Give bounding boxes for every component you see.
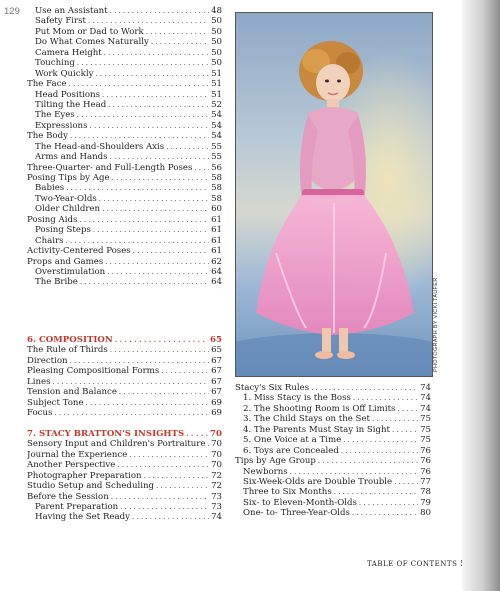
toc-entry xyxy=(235,477,431,487)
toc-entry-label: Activity-Centered Poses xyxy=(27,246,131,257)
toc-entry xyxy=(235,404,431,414)
toc-leader-dots xyxy=(186,429,208,439)
footer-label: TABLE OF CONTENTS xyxy=(367,560,458,568)
toc-leader-dots xyxy=(194,163,209,173)
toc-entry-label: Overstimulation xyxy=(35,266,106,277)
toc-entry xyxy=(27,377,222,387)
page-edge-shadow xyxy=(462,0,500,591)
toc-leader-dots xyxy=(343,435,418,445)
toc-entry-label: Three-Quarter- and Full-Length Poses xyxy=(27,162,193,173)
toc-entry-label: 7. STACY BRATTON'S INSIGHTS xyxy=(27,428,185,439)
toc-entry-page: 50 xyxy=(211,26,222,37)
toc-entry-label: Babies xyxy=(35,183,65,194)
toc-entry-label: Two-Year-Olds xyxy=(35,193,97,204)
toc-entry-label: Stacy's Six Rules xyxy=(235,383,310,393)
toc-entry-label: Work Quickly xyxy=(35,68,94,79)
toc-column-right xyxy=(235,383,431,519)
toc-entry-label: Studio Setup and Scheduling xyxy=(27,481,155,492)
toc-entry-page: 65 xyxy=(210,335,222,345)
toc-entry-page: 65 xyxy=(211,345,222,356)
toc-entry-label: Before the Session xyxy=(27,491,109,502)
toc-entry xyxy=(27,58,222,68)
toc-entry-page: 74 xyxy=(211,512,222,523)
toc-entry-page: 67 xyxy=(211,366,222,377)
toc-entry-page: 74 xyxy=(420,393,431,404)
toc-leader-dots xyxy=(110,6,209,16)
toc-entry xyxy=(27,512,222,522)
toc-entry xyxy=(235,498,431,508)
toc-leader-dots xyxy=(133,246,209,256)
toc-entry-page: 70 xyxy=(211,449,222,460)
toc-leader-dots xyxy=(151,37,209,47)
toc-entry xyxy=(235,467,431,477)
toc-entry xyxy=(27,267,222,277)
toc-entry-label: Posing Steps xyxy=(35,225,91,236)
toc-entry xyxy=(27,183,222,193)
toc-entry-page: 77 xyxy=(420,476,431,487)
toc-leader-dots xyxy=(115,335,208,345)
toc-entry-page: 75 xyxy=(420,414,431,425)
toc-entry-page: 58 xyxy=(211,173,222,183)
toc-leader-dots xyxy=(95,69,209,79)
toc-entry-label: Tension and Balance xyxy=(27,387,117,398)
toc-entry xyxy=(27,356,222,366)
toc-entry xyxy=(27,398,222,408)
toc-chapter-heading xyxy=(27,429,222,439)
toc-entry-page: 62 xyxy=(211,256,222,267)
toc-column-left-bottom xyxy=(27,335,222,523)
toc-entry xyxy=(27,27,222,37)
toc-entry xyxy=(27,366,222,376)
toc-entry xyxy=(235,508,431,518)
toc-entry-label: Six- to Eleven-Month-Olds xyxy=(243,497,357,508)
toc-entry xyxy=(27,48,222,58)
toc-entry-label: 1. Miss Stacy is the Boss xyxy=(243,393,351,404)
toc-entry xyxy=(27,173,222,183)
toc-leader-dots xyxy=(80,277,209,287)
toc-entry-page: 74 xyxy=(420,403,431,414)
toc-leader-dots xyxy=(77,110,209,120)
toc-leader-dots xyxy=(54,408,209,418)
toc-entry-page: 73 xyxy=(211,502,222,512)
toc-entry-label: The Head-and-Shoulders Axis xyxy=(35,141,165,152)
toc-leader-dots xyxy=(166,142,209,152)
toc-entry xyxy=(27,345,222,355)
toc-entry-label: Safety First xyxy=(35,16,87,27)
toc-leader-dots xyxy=(99,194,209,204)
toc-leader-dots xyxy=(70,131,209,141)
toc-entry-page: 64 xyxy=(211,266,222,277)
toc-leader-dots xyxy=(66,183,209,193)
toc-entry xyxy=(27,37,222,47)
toc-entry-label: Three to Six Months xyxy=(243,487,332,498)
toc-entry-label: The Body xyxy=(27,131,68,142)
toc-leader-dots xyxy=(311,383,418,393)
toc-entry-label: Posing Tips by Age xyxy=(27,173,110,183)
toc-entry-page: 78 xyxy=(420,487,431,498)
toc-entry xyxy=(27,131,222,141)
toc-entry-page: 70 xyxy=(211,460,222,471)
toc-entry xyxy=(27,492,222,502)
toc-entry-label: Lines xyxy=(27,376,51,387)
toc-entry-label: Photographer Preparation xyxy=(27,470,142,481)
toc-entry-page: 61 xyxy=(211,246,222,257)
toc-entry-page: 72 xyxy=(211,481,222,492)
toc-leader-dots xyxy=(111,492,209,502)
toc-entry xyxy=(27,481,222,491)
toc-leader-dots xyxy=(88,16,209,26)
toc-leader-dots xyxy=(77,58,209,68)
toc-entry xyxy=(27,204,222,214)
toc-leader-dots xyxy=(318,456,418,466)
toc-entry xyxy=(27,152,222,162)
toc-entry-page: 69 xyxy=(211,408,222,419)
toc-leader-dots xyxy=(290,467,418,477)
toc-entry xyxy=(27,236,222,246)
toc-leader-dots xyxy=(397,404,418,414)
toc-entry-page: 50 xyxy=(211,58,222,69)
toc-entry-label: Subject Tone xyxy=(27,397,84,408)
toc-entry-page: 52 xyxy=(211,99,222,110)
toc-entry xyxy=(235,425,431,435)
toc-entry-label: The Eyes xyxy=(35,110,75,121)
toc-entry-page: 70 xyxy=(211,439,222,450)
toc-entry xyxy=(27,194,222,204)
toc-entry xyxy=(27,439,222,449)
toc-entry-label: The Face xyxy=(27,79,67,90)
toc-entry xyxy=(235,383,431,393)
toc-entry xyxy=(27,69,222,79)
page-number: 129 xyxy=(4,6,20,17)
toc-entry-page: 73 xyxy=(211,491,222,502)
toc-leader-dots xyxy=(108,100,209,110)
toc-entry-page: 61 xyxy=(211,225,222,236)
toc-entry xyxy=(235,446,431,456)
toc-entry-label: Parent Preparation xyxy=(35,502,119,512)
toc-entry xyxy=(27,257,222,267)
toc-entry-label: Touching xyxy=(35,58,75,69)
toc-chapter-heading xyxy=(27,335,222,345)
toc-entry-page: 51 xyxy=(211,89,222,100)
toc-entry-page: 50 xyxy=(211,16,222,27)
toc-entry xyxy=(27,277,222,287)
toc-entry xyxy=(27,110,222,120)
toc-entry-label: Older Children xyxy=(35,204,101,215)
toc-leader-dots xyxy=(129,450,209,460)
toc-entry-page: 70 xyxy=(210,428,222,439)
toc-leader-dots xyxy=(66,236,210,246)
toc-entry-label: 2. The Shooting Room is Off Limits xyxy=(243,403,396,414)
toc-leader-dots xyxy=(334,487,418,497)
toc-leader-dots xyxy=(90,121,210,131)
toc-leader-dots xyxy=(372,414,418,424)
toc-entry-page: 74 xyxy=(420,383,431,393)
page-footer xyxy=(367,559,466,569)
toc-entry-label: 4. The Parents Must Stay in Sight xyxy=(243,424,390,435)
toc-leader-dots xyxy=(102,90,209,100)
toc-entry xyxy=(235,435,431,445)
toc-entry xyxy=(27,163,222,173)
toc-entry-page: 55 xyxy=(211,152,222,163)
toc-entry-page: 67 xyxy=(211,387,222,398)
toc-entry-label: Use an Assistant xyxy=(35,6,108,16)
toc-column-left xyxy=(27,6,222,288)
toc-entry-label: Do What Comes Naturally xyxy=(35,37,149,48)
toc-leader-dots xyxy=(79,215,209,225)
toc-entry-label: Chairs xyxy=(35,235,64,246)
toc-entry-label: Sensory Input and Children's Portraiture xyxy=(27,439,206,450)
toc-entry-label: Journal the Experience xyxy=(27,449,128,460)
toc-entry xyxy=(27,121,222,131)
photo-girl-in-tutu xyxy=(236,13,432,376)
toc-entry-label: 5. One Voice at a Time xyxy=(243,435,342,446)
toc-leader-dots xyxy=(394,477,418,487)
toc-leader-dots xyxy=(352,508,418,518)
toc-entry-label: 6. Toys are Concealed xyxy=(243,445,339,456)
toc-leader-dots xyxy=(353,393,418,403)
toc-leader-dots xyxy=(69,79,210,89)
toc-entry-label: 6. COMPOSITION xyxy=(27,335,113,345)
toc-entry-page: 58 xyxy=(211,183,222,194)
toc-entry-label: Having the Set Ready xyxy=(35,512,130,523)
toc-entry-label: Tips by Age Group xyxy=(235,456,316,467)
toc-leader-dots xyxy=(107,267,209,277)
toc-entry-label: Pleasing Compositional Forms xyxy=(27,366,160,377)
toc-entry-label: Posing Aids xyxy=(27,214,78,225)
toc-leader-dots xyxy=(70,356,210,366)
toc-entry-page: 72 xyxy=(211,470,222,481)
toc-entry-label: Newborns xyxy=(243,466,288,477)
toc-leader-dots xyxy=(53,377,210,387)
toc-leader-dots xyxy=(156,481,209,491)
toc-entry-page: 64 xyxy=(211,277,222,288)
toc-entry-page: 51 xyxy=(211,79,222,90)
toc-leader-dots xyxy=(102,204,209,214)
toc-leader-dots xyxy=(161,366,209,376)
toc-leader-dots xyxy=(144,471,210,481)
toc-leader-dots xyxy=(105,257,209,267)
toc-leader-dots xyxy=(119,387,209,397)
toc-entry-page: 61 xyxy=(211,214,222,225)
toc-entry-label: Another Perspective xyxy=(27,460,116,471)
toc-entry xyxy=(235,487,431,497)
toc-entry-label: Focus xyxy=(27,408,53,419)
toc-entry-page: 60 xyxy=(211,204,222,215)
toc-entry-page: 75 xyxy=(420,435,431,446)
toc-entry-page: 54 xyxy=(211,131,222,142)
toc-entry-label: Direction xyxy=(27,355,68,366)
toc-entry-page: 69 xyxy=(211,397,222,408)
cover-photograph xyxy=(235,12,433,377)
toc-entry-page: 50 xyxy=(211,37,222,48)
toc-leader-dots xyxy=(120,502,209,512)
toc-entry-page: 48 xyxy=(211,6,222,16)
toc-leader-dots xyxy=(93,225,209,235)
toc-leader-dots xyxy=(359,498,418,508)
toc-entry xyxy=(235,414,431,424)
toc-entry xyxy=(27,471,222,481)
toc-leader-dots xyxy=(392,425,418,435)
toc-entry xyxy=(27,6,222,16)
toc-entry-page: 67 xyxy=(211,376,222,387)
toc-entry-page: 54 xyxy=(211,120,222,131)
toc-entry-page: 67 xyxy=(211,355,222,366)
toc-leader-dots xyxy=(208,439,210,449)
toc-entry-page: 58 xyxy=(211,193,222,204)
toc-entry xyxy=(27,16,222,26)
toc-entry-label: Props and Games xyxy=(27,256,104,267)
toc-entry xyxy=(27,100,222,110)
toc-entry xyxy=(235,456,431,466)
toc-entry xyxy=(27,79,222,89)
toc-leader-dots xyxy=(110,345,209,355)
toc-entry-label: Expressions xyxy=(35,120,88,131)
toc-leader-dots xyxy=(117,460,209,470)
toc-entry-page: 51 xyxy=(211,68,222,79)
toc-entry-label: The Rule of Thirds xyxy=(27,345,108,356)
toc-leader-dots xyxy=(146,27,209,37)
toc-entry-label: Tilting the Head xyxy=(35,99,107,110)
toc-entry-label: Camera Height xyxy=(35,47,102,58)
toc-leader-dots xyxy=(104,48,209,58)
toc-entry-page: 50 xyxy=(211,47,222,58)
toc-leader-dots xyxy=(132,512,209,522)
toc-entry xyxy=(27,408,222,418)
toc-leader-dots xyxy=(110,152,210,162)
toc-entry-page: 76 xyxy=(420,466,431,477)
toc-entry-label: The Bribe xyxy=(35,277,78,288)
toc-entry-page: 80 xyxy=(420,508,431,519)
toc-entry xyxy=(235,393,431,403)
toc-entry-label: Put Mom or Dad to Work xyxy=(35,26,144,37)
toc-entry-label: 3. The Child Stays on the Set xyxy=(243,414,370,425)
toc-entry-page: 76 xyxy=(420,445,431,456)
toc-entry-page: 56 xyxy=(211,162,222,173)
toc-entry-page: 54 xyxy=(211,110,222,121)
toc-entry-page: 55 xyxy=(211,141,222,152)
toc-entry xyxy=(27,246,222,256)
toc-entry-page: 75 xyxy=(420,424,431,435)
photo-credit: PHOTOGRAPH BY VICKI TAUFER xyxy=(433,277,439,372)
toc-entry xyxy=(27,387,222,397)
toc-entry xyxy=(27,460,222,470)
toc-entry-page: 61 xyxy=(211,235,222,246)
toc-entry xyxy=(27,90,222,100)
toc-entry-page: 76 xyxy=(420,456,431,467)
toc-entry-label: One- to- Three-Year-Olds xyxy=(243,508,350,519)
toc-entry-label: Six-Week-Olds are Double Trouble xyxy=(243,476,393,487)
toc-entry xyxy=(27,142,222,152)
toc-leader-dots xyxy=(341,446,418,456)
toc-leader-dots xyxy=(112,173,210,183)
toc-entry xyxy=(27,225,222,235)
toc-leader-dots xyxy=(86,398,210,408)
toc-spacer xyxy=(27,419,222,429)
toc-entry xyxy=(27,450,222,460)
toc-entry xyxy=(27,502,222,512)
toc-entry-page: 79 xyxy=(420,497,431,508)
toc-entry-label: Head Positions xyxy=(35,89,101,100)
toc-entry-label: Arms and Hands xyxy=(35,152,108,163)
toc-entry xyxy=(27,215,222,225)
